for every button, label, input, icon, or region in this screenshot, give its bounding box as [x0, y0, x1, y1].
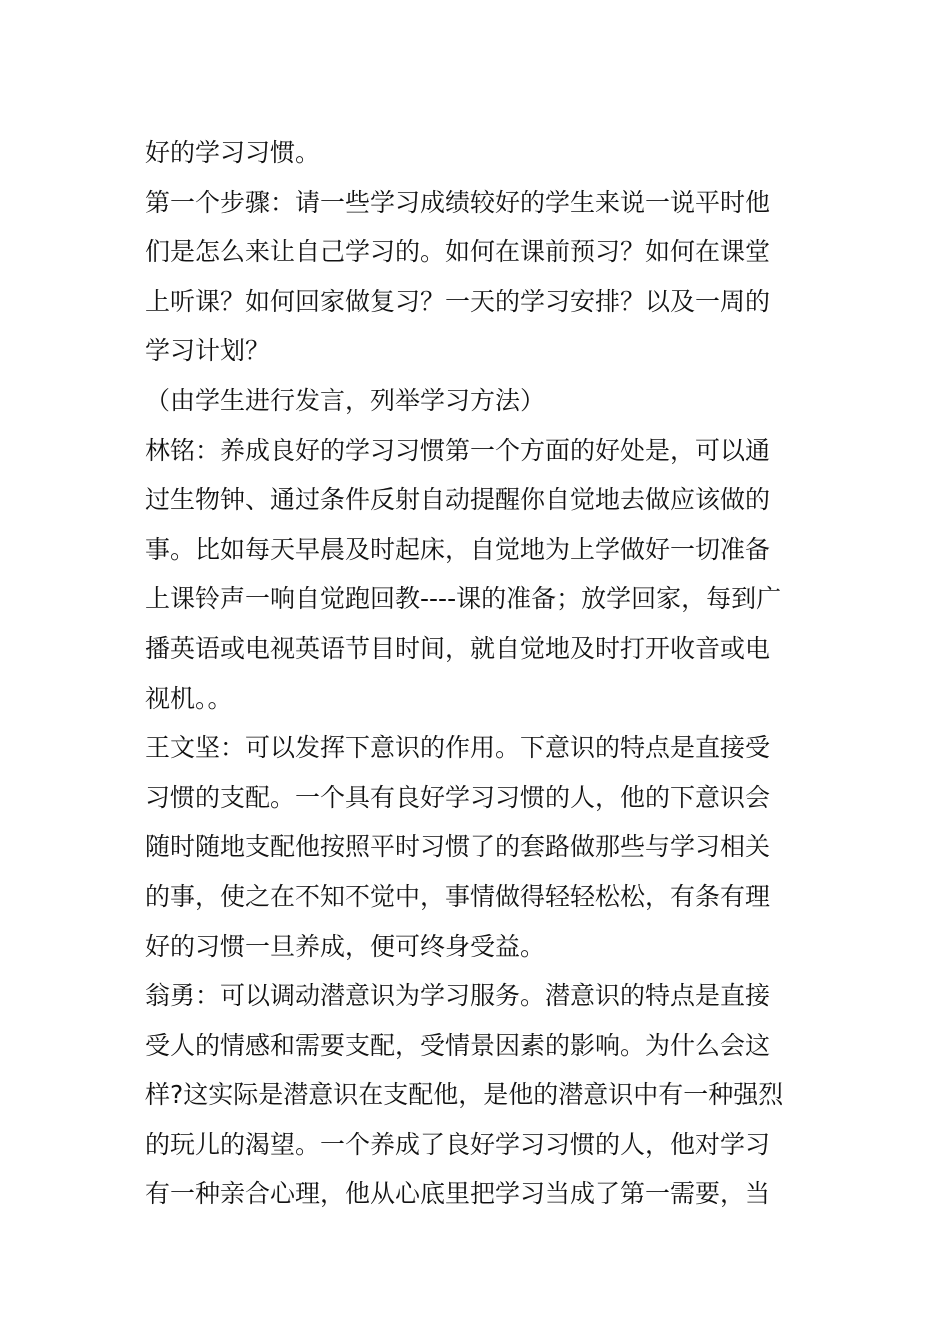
text-line: 习惯的支配。一个具有良好学习习惯的人，他的下意识会	[145, 782, 771, 812]
text-line: （由学生进行发言，列举学习方法）	[145, 385, 546, 415]
text-line: 王文坚：可以发挥下意识的作用。下意识的特点是直接受	[145, 733, 771, 763]
text-line: 随时随地支配他按照平时习惯了的套路做那些与学习相关	[145, 832, 771, 862]
text-line: 翁勇：可以调动潜意识为学习服务。潜意识的特点是直接	[145, 981, 771, 1011]
text-line: 播英语或电视英语节目时间，就自觉地及时打开收音或电	[145, 633, 771, 663]
text-line: 上听课？如何回家做复习？一天的学习安排？以及一周的	[145, 286, 771, 316]
text-line: 过生物钟、通过条件反射自动提醒你自觉地去做应该做的	[145, 485, 771, 515]
text-line: 事。比如每天早晨及时起床，自觉地为上学做好一切准备	[145, 534, 771, 564]
text-line: 上课铃声一响自觉跑回教----课的准备；放学回家，每到广	[145, 584, 782, 614]
text-line: 好的习惯一旦养成，便可终身受益。	[145, 931, 546, 961]
text-line: 们是怎么来让自己学习的。如何在课前预习？如何在课堂	[145, 237, 771, 267]
text-line: 好的学习习惯。	[145, 138, 321, 167]
text-line: 有一种亲合心理，他从心底里把学习当成了第一需要，当	[145, 1179, 771, 1209]
text-line: 林铭：养成良好的学习习惯第一个方面的好处是，可以通	[145, 435, 771, 465]
text-line: 的事，使之在不知不觉中，事情做得轻轻松松，有条有理	[145, 881, 771, 911]
text-line: 视机。。	[145, 683, 233, 713]
text-line: 第一个步骤：请一些学习成绩较好的学生来说一说平时他	[145, 187, 771, 217]
text-line: 学习计划？	[145, 336, 271, 366]
body-text	[145, 128, 815, 1219]
text-line: 样?这实际是潜意识在支配他，是他的潜意识中有一种强烈	[145, 1080, 784, 1110]
text-line: 受人的情感和需要支配，受情景因素的影响。为什么会这	[145, 1030, 771, 1060]
text-line: 的玩儿的渴望。一个养成了良好学习习惯的人，他对学习	[145, 1129, 771, 1159]
